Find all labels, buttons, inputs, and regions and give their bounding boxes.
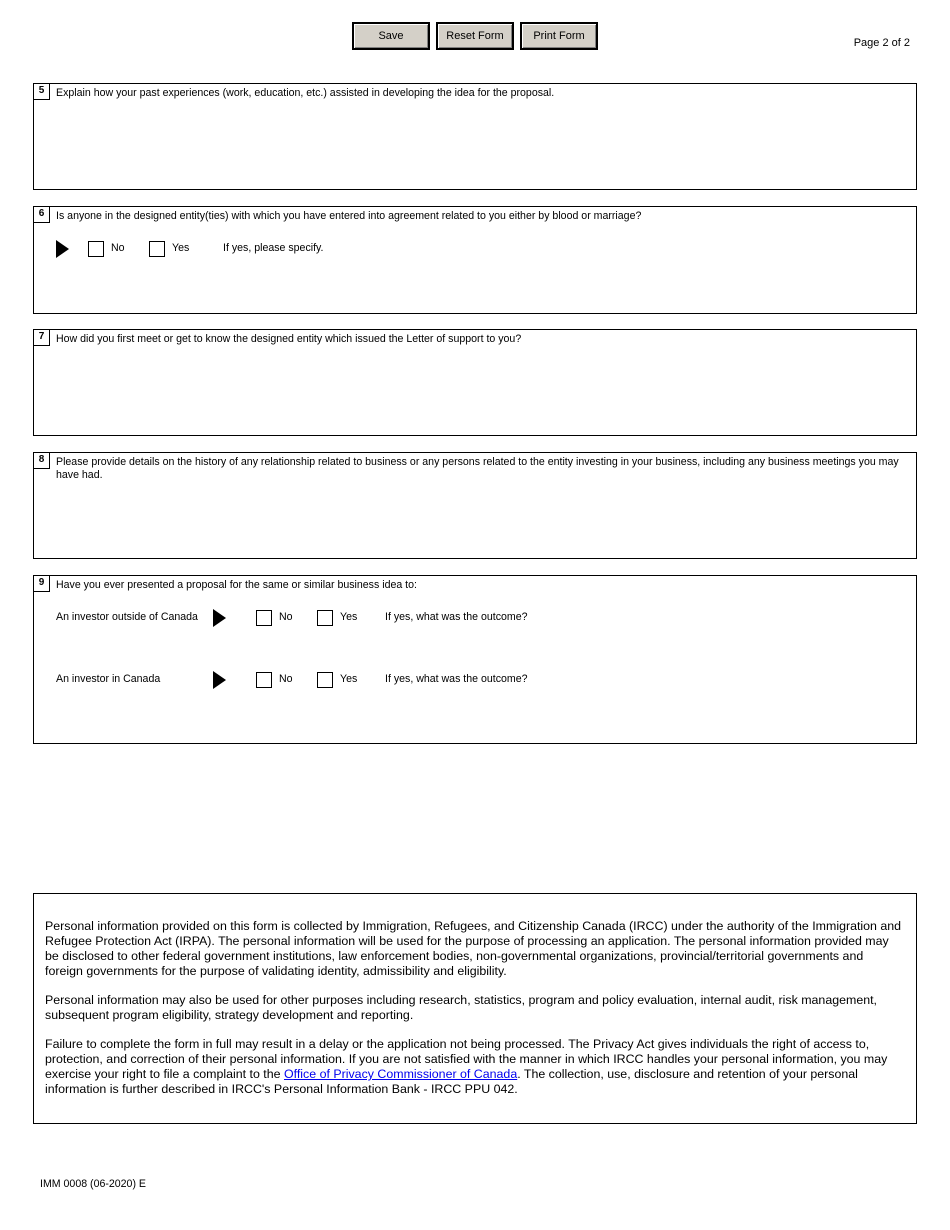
question-text: Is anyone in the designed entity(ties) with which you have entered into agreement related to you either by blood or marriage? [56, 210, 642, 222]
q6-yes-label: Yes [172, 242, 190, 254]
page-number: Page 2 of 2 [853, 37, 910, 49]
q9-inside-yes-checkbox[interactable] [317, 672, 333, 688]
question-6-section [33, 206, 917, 314]
question-text: Have you ever presented a proposal for the same or similar business idea to: [56, 579, 417, 591]
privacy-text-before-link: Failure to complete the form in full may result in a delay or the application not being processed. The Privacy Act gives individuals the right of access to, protection, and correction of their personal information. If you are not satisfied with the manner in which IRCC handles your personal information, you may exercise your right to file a complaint to the [45, 1037, 888, 1081]
arrow-right-icon [56, 240, 69, 258]
q9-inside-yes-label: Yes [340, 673, 358, 685]
arrow-right-icon [213, 609, 226, 627]
privacy-paragraph-1: Personal information provided on this form is collected by Immigration, Refugees, and Citizenship Canada (IRCC) under the authority of the Immigration and Refugee Protection Act (IRPA). The personal information will be used for the purpose of processing an application. The personal information provided may be disclosed to other federal government institutions, law enforcement bodies, non-governmental organizations, provincial/territorial governments and foreign governments for the purpose of validating identity, admissibility and eligibility. [45, 919, 902, 978]
question-7-field[interactable] [33, 329, 917, 436]
question-text: Please provide details on the history of any relationship related to business or any persons related to the entity investing in your business, including any business meetings you may have had. [56, 456, 899, 481]
privacy-commissioner-link[interactable]: Office of Privacy Commissioner of Canada [283, 1067, 518, 1081]
q9-inside-outcome-input[interactable] [385, 688, 906, 737]
question-text: How did you first meet or get to know the designed entity which issued the Letter of support to you? [56, 333, 522, 345]
form-code: IMM 0008 (06-2020) E [40, 1178, 146, 1190]
q9-inside-no-label: No [279, 673, 293, 685]
privacy-paragraph-3 [45, 1037, 904, 1097]
q9-outside-outcome-label: If yes, what was the outcome? [385, 611, 528, 623]
question-5-field[interactable] [33, 83, 917, 190]
q9-outside-no-checkbox[interactable] [256, 610, 272, 626]
q6-yes-checkbox[interactable] [149, 241, 165, 257]
privacy-notice [33, 893, 917, 1124]
print-form-button[interactable]: Print Form [520, 22, 598, 50]
question-text: Explain how your past experiences (work, education, etc.) assisted in developing the idea for the proposal. [56, 87, 555, 99]
q6-specify-label: If yes, please specify. [223, 242, 324, 254]
investor-outside-canada-label: An investor outside of Canada [56, 611, 198, 623]
arrow-right-icon [213, 671, 226, 689]
q9-outside-yes-label: Yes [340, 611, 358, 623]
save-button[interactable]: Save [352, 22, 430, 50]
q6-no-label: No [111, 242, 125, 254]
q6-specify-input[interactable] [223, 259, 906, 307]
q9-inside-no-checkbox[interactable] [256, 672, 272, 688]
q9-outside-outcome-input[interactable] [385, 626, 906, 666]
question-number: 5 [34, 84, 50, 100]
q6-no-checkbox[interactable] [88, 241, 104, 257]
question-8-field[interactable] [33, 452, 917, 559]
q9-outside-no-label: No [279, 611, 293, 623]
investor-in-canada-label: An investor in Canada [56, 673, 161, 685]
question-number: 7 [34, 330, 50, 346]
privacy-paragraph-2: Personal information may also be used for other purposes including research, statistics, program and policy evaluation, internal audit, risk management, subsequent program eligibility, strategy development and reporting. [45, 993, 877, 1022]
privacy-text-after-link: . The collection, use, disclosure and retention of your personal information is further described in IRCC's Personal Information Bank - IRCC PPU 042. [45, 1067, 858, 1096]
question-9-section [33, 575, 917, 744]
reset-form-button[interactable]: Reset Form [436, 22, 514, 50]
q9-outside-yes-checkbox[interactable] [317, 610, 333, 626]
q9-inside-outcome-label: If yes, what was the outcome? [385, 673, 528, 685]
question-number: 8 [34, 453, 50, 469]
question-number: 6 [34, 207, 50, 223]
question-number: 9 [34, 576, 50, 592]
